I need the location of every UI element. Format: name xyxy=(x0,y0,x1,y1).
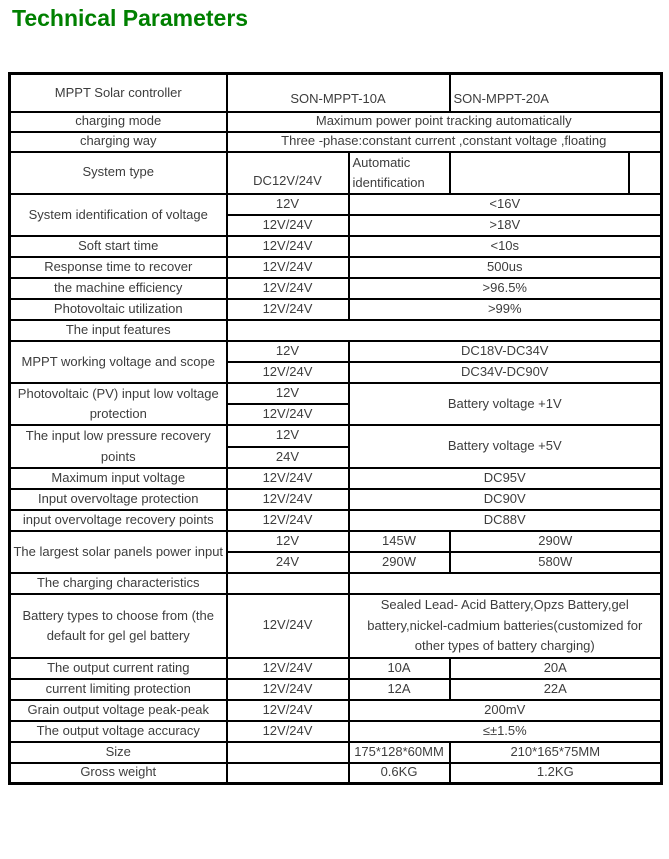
param-value-cell: Battery voltage +1V xyxy=(349,383,662,425)
param-label-cell: Input overvoltage protection xyxy=(10,489,227,510)
param-value-cell: 12V/24V xyxy=(227,489,349,510)
param-value-cell: 290W xyxy=(450,531,662,552)
param-value-cell: 12V/24V xyxy=(227,278,349,299)
param-value-cell: Three -phase:constant current ,constant voltage ,floating xyxy=(227,132,662,152)
param-value-cell: 12V/24V xyxy=(227,299,349,320)
param-label-cell: Response time to recover xyxy=(10,257,227,278)
table-row xyxy=(10,658,662,679)
param-value-cell: 24V xyxy=(227,447,349,468)
param-label-cell: MPPT working voltage and scope xyxy=(10,341,227,383)
param-value-cell: 12V/24V xyxy=(227,404,349,425)
table-row xyxy=(10,236,662,257)
empty-cell xyxy=(450,152,629,194)
param-label-cell: Gross weight xyxy=(10,763,227,784)
param-value-cell: 22A xyxy=(450,679,662,700)
param-value-cell: 145W xyxy=(349,531,450,552)
param-value-cell: 12V/24V xyxy=(227,721,349,742)
empty-cell xyxy=(629,152,662,194)
param-value-cell: 12V/24V xyxy=(227,658,349,679)
param-value-cell: 0.6KG xyxy=(349,763,450,784)
param-label-cell: charging way xyxy=(10,132,227,152)
param-label-cell: charging mode xyxy=(10,112,227,132)
param-label-cell: The output voltage accuracy xyxy=(10,721,227,742)
param-value-cell: Sealed Lead- Acid Battery,Opzs Battery,gel battery,nickel-cadmium batteries(customized for other types of battery charging) xyxy=(349,594,662,658)
param-value-cell: <10s xyxy=(349,236,662,257)
table-row xyxy=(10,489,662,510)
param-label-cell: System type xyxy=(10,152,227,194)
param-label-cell: Battery types to choose from (the default for gel gel battery xyxy=(10,594,227,658)
param-value-cell: 12V xyxy=(227,341,349,362)
table-row xyxy=(10,700,662,721)
table-row xyxy=(10,74,662,112)
param-value-cell: 20A xyxy=(450,658,662,679)
param-value-cell: >99% xyxy=(349,299,662,320)
param-value-cell: DC18V-DC34V xyxy=(349,341,662,362)
table-row xyxy=(10,152,662,194)
table-row xyxy=(10,763,662,784)
param-label-cell: The input features xyxy=(10,320,227,341)
param-label-cell: Size xyxy=(10,742,227,763)
param-value-cell: 500us xyxy=(349,257,662,278)
param-label-cell: The output current rating xyxy=(10,658,227,679)
empty-cell xyxy=(227,573,349,594)
table-row xyxy=(10,573,662,594)
param-value-cell: Battery voltage +5V xyxy=(349,425,662,467)
empty-cell xyxy=(227,742,349,763)
param-value-cell: SON-MPPT-10A xyxy=(227,74,450,112)
param-value-cell: >18V xyxy=(349,215,662,236)
page xyxy=(0,6,669,785)
technical-parameters-table xyxy=(8,72,663,785)
param-label-cell: input overvoltage recovery points xyxy=(10,510,227,531)
param-label-cell: The charging characteristics xyxy=(10,573,227,594)
table-row xyxy=(10,531,662,552)
empty-cell xyxy=(227,763,349,784)
table-row xyxy=(10,132,662,152)
param-value-cell: ≤±1.5% xyxy=(349,721,662,742)
param-value-cell: 12V/24V xyxy=(227,215,349,236)
table-row xyxy=(10,278,662,299)
param-value-cell: 12V/24V xyxy=(227,594,349,658)
table-row xyxy=(10,679,662,700)
param-value-cell: 290W xyxy=(349,552,450,573)
table-row xyxy=(10,594,662,658)
param-label-cell: Soft start time xyxy=(10,236,227,257)
param-value-cell: 12V xyxy=(227,383,349,404)
param-value-cell: 12V/24V xyxy=(227,362,349,383)
param-label-cell: System identification of voltage xyxy=(10,194,227,236)
table-row xyxy=(10,112,662,132)
param-value-cell: DC88V xyxy=(349,510,662,531)
param-value-cell: 12V/24V xyxy=(227,679,349,700)
param-label-cell: MPPT Solar controller xyxy=(10,74,227,112)
page-title: Technical Parameters xyxy=(12,5,249,31)
table-row xyxy=(10,257,662,278)
table-row xyxy=(10,510,662,531)
param-value-cell: 12V xyxy=(227,425,349,446)
param-label-cell: Photovoltaic utilization xyxy=(10,299,227,320)
param-label-cell: The input low pressure recovery points xyxy=(10,425,227,467)
table-row xyxy=(10,468,662,489)
param-label-cell: Photovoltaic (PV) input low voltage protection xyxy=(10,383,227,425)
param-value-cell: 24V xyxy=(227,552,349,573)
param-label-cell: Maximum input voltage xyxy=(10,468,227,489)
param-value-cell: DC90V xyxy=(349,489,662,510)
table-row xyxy=(10,721,662,742)
table-row xyxy=(10,194,662,215)
table-row xyxy=(10,299,662,320)
param-value-cell: 12V/24V xyxy=(227,257,349,278)
param-value-cell: 210*165*75MM xyxy=(450,742,662,763)
param-label-cell: current limiting protection xyxy=(10,679,227,700)
param-value-cell: <16V xyxy=(349,194,662,215)
table-row xyxy=(10,341,662,362)
param-value-cell: Automatic identification xyxy=(349,152,450,194)
param-label-cell: Grain output voltage peak-peak xyxy=(10,700,227,721)
param-value-cell: 12A xyxy=(349,679,450,700)
param-value-cell: DC12V/24V xyxy=(227,152,349,194)
param-value-cell: Maximum power point tracking automatically xyxy=(227,112,662,132)
param-value-cell: >96.5% xyxy=(349,278,662,299)
table-row xyxy=(10,742,662,763)
param-value-cell: DC34V-DC90V xyxy=(349,362,662,383)
param-value-cell: 12V/24V xyxy=(227,236,349,257)
param-value-cell: 10A xyxy=(349,658,450,679)
empty-cell xyxy=(227,320,662,341)
table-row xyxy=(10,320,662,341)
param-value-cell: 580W xyxy=(450,552,662,573)
param-label-cell: the machine efficiency xyxy=(10,278,227,299)
param-value-cell: 175*128*60MM xyxy=(349,742,450,763)
param-value-cell: 12V/24V xyxy=(227,468,349,489)
param-value-cell: SON-MPPT-20A xyxy=(450,74,662,112)
param-value-cell: 12V xyxy=(227,531,349,552)
param-value-cell: 12V/24V xyxy=(227,510,349,531)
param-label-cell: The largest solar panels power input xyxy=(10,531,227,573)
param-value-cell: 1.2KG xyxy=(450,763,662,784)
table-row xyxy=(10,425,662,446)
param-value-cell: 12V xyxy=(227,194,349,215)
param-value-cell: 200mV xyxy=(349,700,662,721)
table-row xyxy=(10,383,662,404)
empty-cell xyxy=(349,573,662,594)
param-value-cell: 12V/24V xyxy=(227,700,349,721)
param-value-cell: DC95V xyxy=(349,468,662,489)
